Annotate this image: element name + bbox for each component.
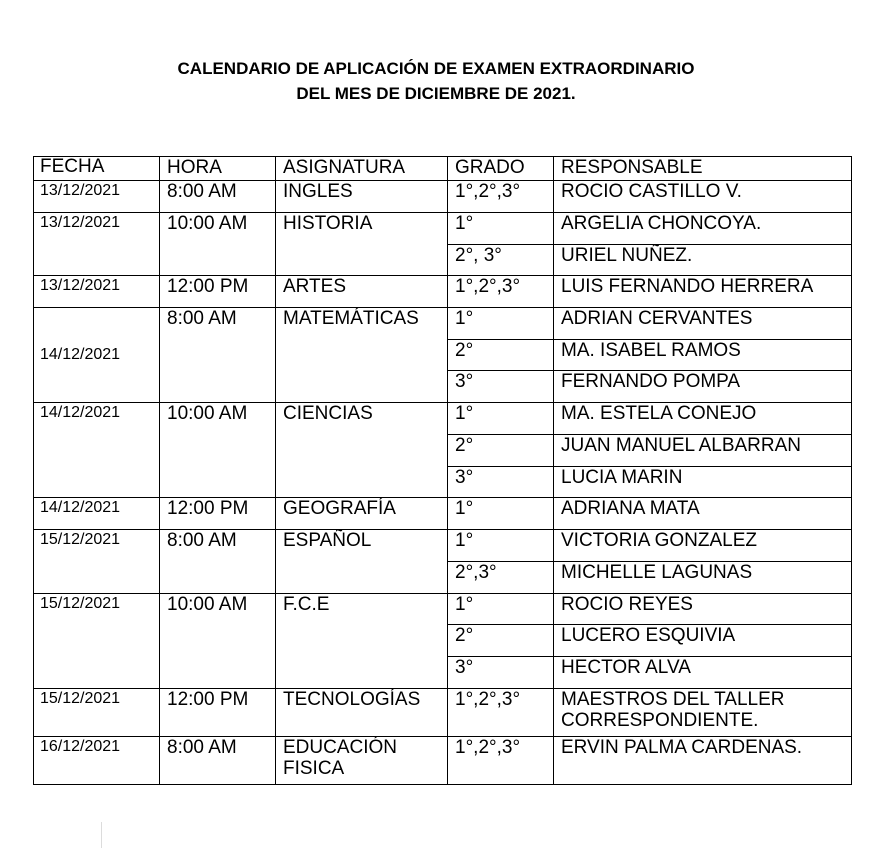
cell-hora: 8:00 AM: [160, 308, 276, 403]
header-asignatura: ASIGNATURA: [276, 157, 448, 181]
cell-asignatura: HISTORIA: [276, 213, 448, 276]
cell-fecha: 15/12/2021: [34, 594, 160, 689]
cell-hora: 10:00 AM: [160, 594, 276, 689]
cell-asignatura-text: EDUCACIÓN FISICA: [283, 737, 398, 779]
cell-asignatura: TECNOLOGÍAS: [276, 689, 448, 737]
cell-responsable: LUIS FERNANDO HERRERA: [554, 276, 852, 308]
cell-fecha: 16/12/2021: [34, 737, 160, 785]
cell-responsable-text: MAESTROS DEL TALLER CORRESPONDIENTE.: [561, 689, 785, 731]
cell-hora: 8:00 AM: [160, 737, 276, 785]
cell-grado: 1°,2°,3°: [448, 689, 554, 737]
cell-asignatura: [276, 737, 448, 785]
cell-fecha: 13/12/2021: [34, 276, 160, 308]
table-row: [34, 276, 852, 308]
cell-grado: 1°: [448, 213, 554, 245]
title-line-2: DEL MES DE DICIEMBRE DE 2021.: [296, 84, 576, 103]
table-row: [34, 403, 852, 435]
header-responsable: RESPONSABLE: [554, 157, 852, 181]
cell-grado: 2°, 3°: [448, 245, 554, 276]
cell-responsable: ROCIO REYES: [554, 594, 852, 625]
document-title: [0, 56, 872, 106]
header-hora: HORA: [160, 157, 276, 181]
cell-hora: 12:00 PM: [160, 276, 276, 308]
cell-grado: 2°: [448, 435, 554, 467]
cell-responsable: FERNANDO POMPA: [554, 371, 852, 403]
table-row: [34, 689, 852, 737]
cell-fecha: 15/12/2021: [34, 530, 160, 594]
cell-grado: 1°: [448, 594, 554, 625]
cell-responsable: MA. ESTELA CONEJO: [554, 403, 852, 435]
cell-grado: 3°: [448, 371, 554, 403]
cell-fecha: 15/12/2021: [34, 689, 160, 737]
cell-grado: 2°: [448, 340, 554, 371]
cell-responsable: ADRIAN CERVANTES: [554, 308, 852, 340]
cell-asignatura: MATEMÁTICAS: [276, 308, 448, 403]
cell-responsable: JUAN MANUEL ALBARRAN: [554, 435, 852, 467]
cell-responsable: VICTORIA GONZALEZ: [554, 530, 852, 562]
cell-responsable: ADRIANA MATA: [554, 498, 852, 530]
cell-asignatura: CIENCIAS: [276, 403, 448, 498]
cell-grado: 2°,3°: [448, 562, 554, 594]
cell-responsable: ERVIN PALMA CARDENAS.: [554, 737, 852, 785]
cell-fecha: 14/12/2021: [34, 498, 160, 530]
exam-schedule-table: [33, 156, 852, 785]
text-cursor: [101, 822, 102, 848]
cell-responsable: LUCIA MARIN: [554, 467, 852, 498]
cell-grado: 1°,2°,3°: [448, 737, 554, 785]
cell-grado: 1°: [448, 498, 554, 530]
table-row: [34, 213, 852, 245]
cell-fecha: 13/12/2021: [34, 181, 160, 213]
cell-grado: 2°: [448, 625, 554, 657]
cell-fecha: 13/12/2021: [34, 213, 160, 276]
table-row: [34, 181, 852, 213]
cell-hora: 8:00 AM: [160, 181, 276, 213]
cell-hora: 10:00 AM: [160, 403, 276, 498]
cell-grado: 1°,2°,3°: [448, 181, 554, 213]
cell-responsable: LUCERO ESQUIVIA: [554, 625, 852, 657]
table-row: [34, 594, 852, 625]
cell-responsable: MA. ISABEL RAMOS: [554, 340, 852, 371]
cell-responsable: MICHELLE LAGUNAS: [554, 562, 852, 594]
cell-responsable: HECTOR ALVA: [554, 657, 852, 689]
cell-grado: 3°: [448, 467, 554, 498]
cell-asignatura: F.C.E: [276, 594, 448, 689]
cell-responsable: [554, 689, 852, 737]
cell-responsable: URIEL NUÑEZ.: [554, 245, 852, 276]
cell-grado: 1°,2°,3°: [448, 276, 554, 308]
cell-asignatura: ARTES: [276, 276, 448, 308]
table-row: [34, 530, 852, 562]
cell-hora: 12:00 PM: [160, 689, 276, 737]
table-header-row: [34, 157, 852, 181]
cell-hora: 12:00 PM: [160, 498, 276, 530]
cell-asignatura: GEOGRAFÍA: [276, 498, 448, 530]
cell-grado: 1°: [448, 403, 554, 435]
cell-grado: 1°: [448, 530, 554, 562]
cell-grado: 1°: [448, 308, 554, 340]
cell-hora: 10:00 AM: [160, 213, 276, 276]
cell-grado: 3°: [448, 657, 554, 689]
cell-fecha: 14/12/2021: [34, 403, 160, 498]
header-grado: GRADO: [448, 157, 554, 181]
cell-responsable: ARGELIA CHONCOYA.: [554, 213, 852, 245]
cell-asignatura: INGLES: [276, 181, 448, 213]
table-row: [34, 498, 852, 530]
cell-responsable: ROCIO CASTILLO V.: [554, 181, 852, 213]
cell-hora: 8:00 AM: [160, 530, 276, 594]
header-fecha: FECHA: [34, 157, 160, 181]
table-row: [34, 308, 852, 340]
table-row: [34, 737, 852, 785]
title-line-1: CALENDARIO DE APLICACIÓN DE EXAMEN EXTRAORDINARIO: [177, 59, 695, 78]
cell-asignatura: ESPAÑOL: [276, 530, 448, 594]
cell-fecha: 14/12/2021: [34, 308, 160, 403]
